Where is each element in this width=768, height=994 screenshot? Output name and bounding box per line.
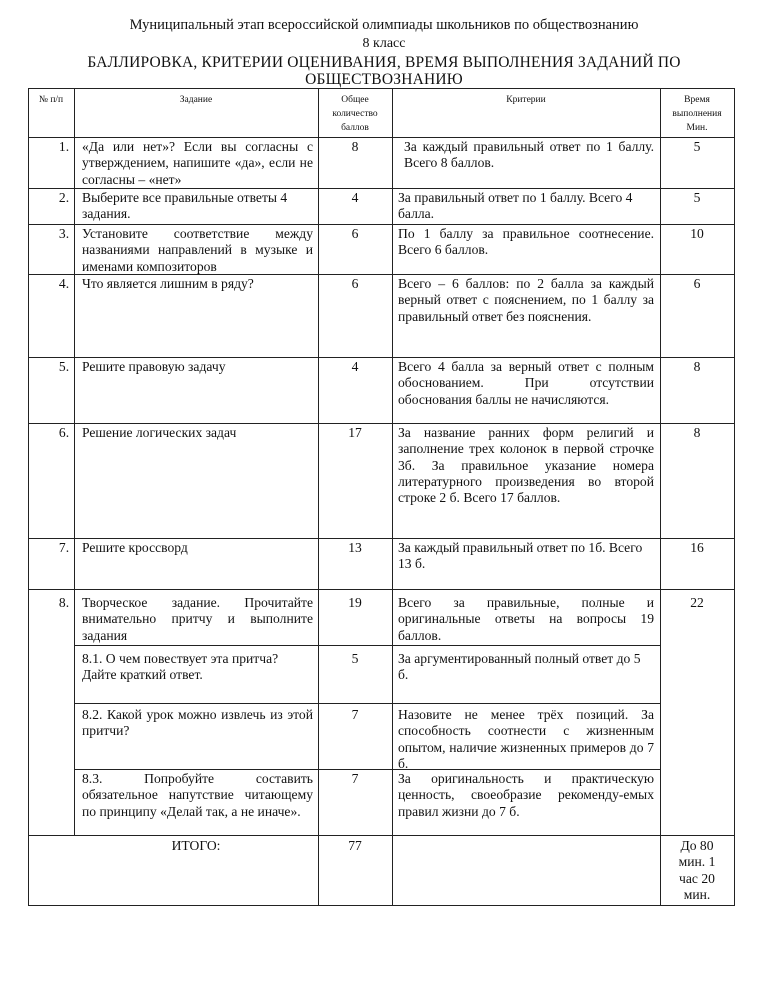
task-text: «Да или нет»? Если вы согласны с утверждением, напишите «да», если не согласны – «нет» <box>82 139 313 187</box>
task-text: Решение логических задач <box>82 425 237 440</box>
table-rule <box>734 88 735 906</box>
time-value: 10 <box>690 226 704 241</box>
time-value: 22 <box>690 595 704 610</box>
criteria-text: За оригинальность и практическую ценность, своеобразие рекоменду-емых правил жизни до 7 б. <box>398 771 654 819</box>
time-value: 5 <box>693 139 701 154</box>
time-value: 16 <box>690 540 704 555</box>
table-rule <box>28 137 734 138</box>
criteria-text: Всего – 6 баллов: по 2 балла за каждый верный ответ с пояснением, по 1 баллу за правильный ответ без пояснения. <box>398 276 654 324</box>
document-title: БАЛЛИРОВКА, КРИТЕРИИ ОЦЕНИВАНИЯ, ВРЕМЯ ВЫПОЛНЕНИЯ ЗАДАНИЙ ПО <box>87 54 681 71</box>
grade-label: 8 класс <box>362 36 406 51</box>
criteria-text: За аргументированный полный ответ до 5 б. <box>398 651 641 683</box>
time-value: 8 <box>693 425 701 440</box>
table-rule <box>74 88 75 836</box>
row-number: 2. <box>58 190 70 205</box>
task-text: Решите правовую задачу <box>82 359 226 374</box>
points-value: 8 <box>351 139 359 154</box>
column-header-num: № п/п <box>38 95 64 105</box>
task-text: Творческое задание. Прочитайте внимательно притчу и выполните задания <box>82 595 313 643</box>
column-header-time: Время выполнения Мин. <box>672 95 722 133</box>
points-value: 4 <box>351 359 359 374</box>
points-value: 6 <box>351 226 359 241</box>
total-label: ИТОГО: <box>171 838 221 853</box>
table-rule <box>74 703 660 704</box>
table-rule <box>74 645 660 646</box>
points-value: 6 <box>351 276 359 291</box>
table-rule <box>28 224 734 225</box>
points-value: 7 <box>351 771 359 786</box>
table-rule <box>28 589 734 590</box>
criteria-text: Всего 4 балла за верный ответ с полным обоснованием. При отсутствии обоснования баллы не начисляются. <box>398 359 654 407</box>
task-text: Что является лишним в ряду? <box>82 276 254 291</box>
document-title-continued: ОБЩЕСТВОЗНАНИЮ <box>305 71 463 88</box>
table-rule <box>660 88 661 906</box>
time-value: 8 <box>693 359 701 374</box>
criteria-text: Назовите не менее трёх позиций. За способность соотнести с жизненным опытом, наличие жизненных примеров до 7 б. <box>398 707 654 771</box>
column-header-task: Задание <box>179 95 213 105</box>
table-rule <box>28 423 734 424</box>
total-time: До 80 мин. 1 час 20 мин. <box>678 838 716 902</box>
subtask-text: 8.2. Какой урок можно извлечь из этой притчи? <box>82 707 313 739</box>
table-rule <box>28 905 734 906</box>
time-value: 5 <box>693 190 701 205</box>
row-number: 1. <box>58 139 70 154</box>
olympiad-title: Муниципальный этап всероссийской олимпиады школьников по обществознанию <box>129 17 639 33</box>
criteria-text: За каждый правильный ответ по 1 баллу. Всего 8 баллов. <box>404 139 654 171</box>
criteria-text: За правильный ответ по 1 баллу. Всего 4 балла. <box>398 190 633 222</box>
table-rule <box>28 835 734 836</box>
points-value: 17 <box>348 425 362 440</box>
row-number: 6. <box>58 425 70 440</box>
table-rule <box>392 88 393 906</box>
criteria-text: Всего за правильные, полные и оригинальные ответы на вопросы 19 баллов. <box>398 595 654 643</box>
task-text: Установите соответствие между названиями направлений в музыке и именами композиторов <box>82 226 313 274</box>
table-rule <box>28 538 734 539</box>
points-value: 5 <box>351 651 359 666</box>
task-text: Решите кроссворд <box>82 540 188 555</box>
row-number: 7. <box>58 540 70 555</box>
subtask-text: 8.3. Попробуйте составить обязательное напутствие читающему по принципу «Делай так, а не иначе». <box>82 771 313 819</box>
criteria-text: За название ранних форм религий и заполнение трех колонок в первой строчке 3б. За правильное указание номера литературного произведения во второй строке 2 б. Всего 17 баллов. <box>398 425 654 506</box>
total-points: 77 <box>348 838 362 853</box>
table-rule <box>28 188 734 189</box>
row-number: 4. <box>58 276 70 291</box>
table-rule <box>28 88 734 89</box>
criteria-text: За каждый правильный ответ по 1б. Всего 13 б. <box>398 540 643 572</box>
table-rule <box>28 357 734 358</box>
task-text: Выберите все правильные ответы 4 задания. <box>82 190 288 222</box>
points-value: 19 <box>348 595 362 610</box>
row-number: 5. <box>58 359 70 374</box>
column-header-points: Общее количество баллов <box>332 95 378 133</box>
points-value: 7 <box>351 707 359 722</box>
row-number: 3. <box>58 226 70 241</box>
points-value: 4 <box>351 190 359 205</box>
table-rule <box>28 88 29 906</box>
time-value: 6 <box>693 276 701 291</box>
row-number: 8. <box>58 595 70 610</box>
column-header-criteria: Критерии <box>506 95 546 105</box>
subtask-text: 8.1. О чем повествует эта притча? Дайте краткий ответ. <box>82 651 279 683</box>
criteria-text: По 1 баллу за правильное соотнесение. Всего 6 баллов. <box>398 226 654 258</box>
points-value: 13 <box>348 540 362 555</box>
